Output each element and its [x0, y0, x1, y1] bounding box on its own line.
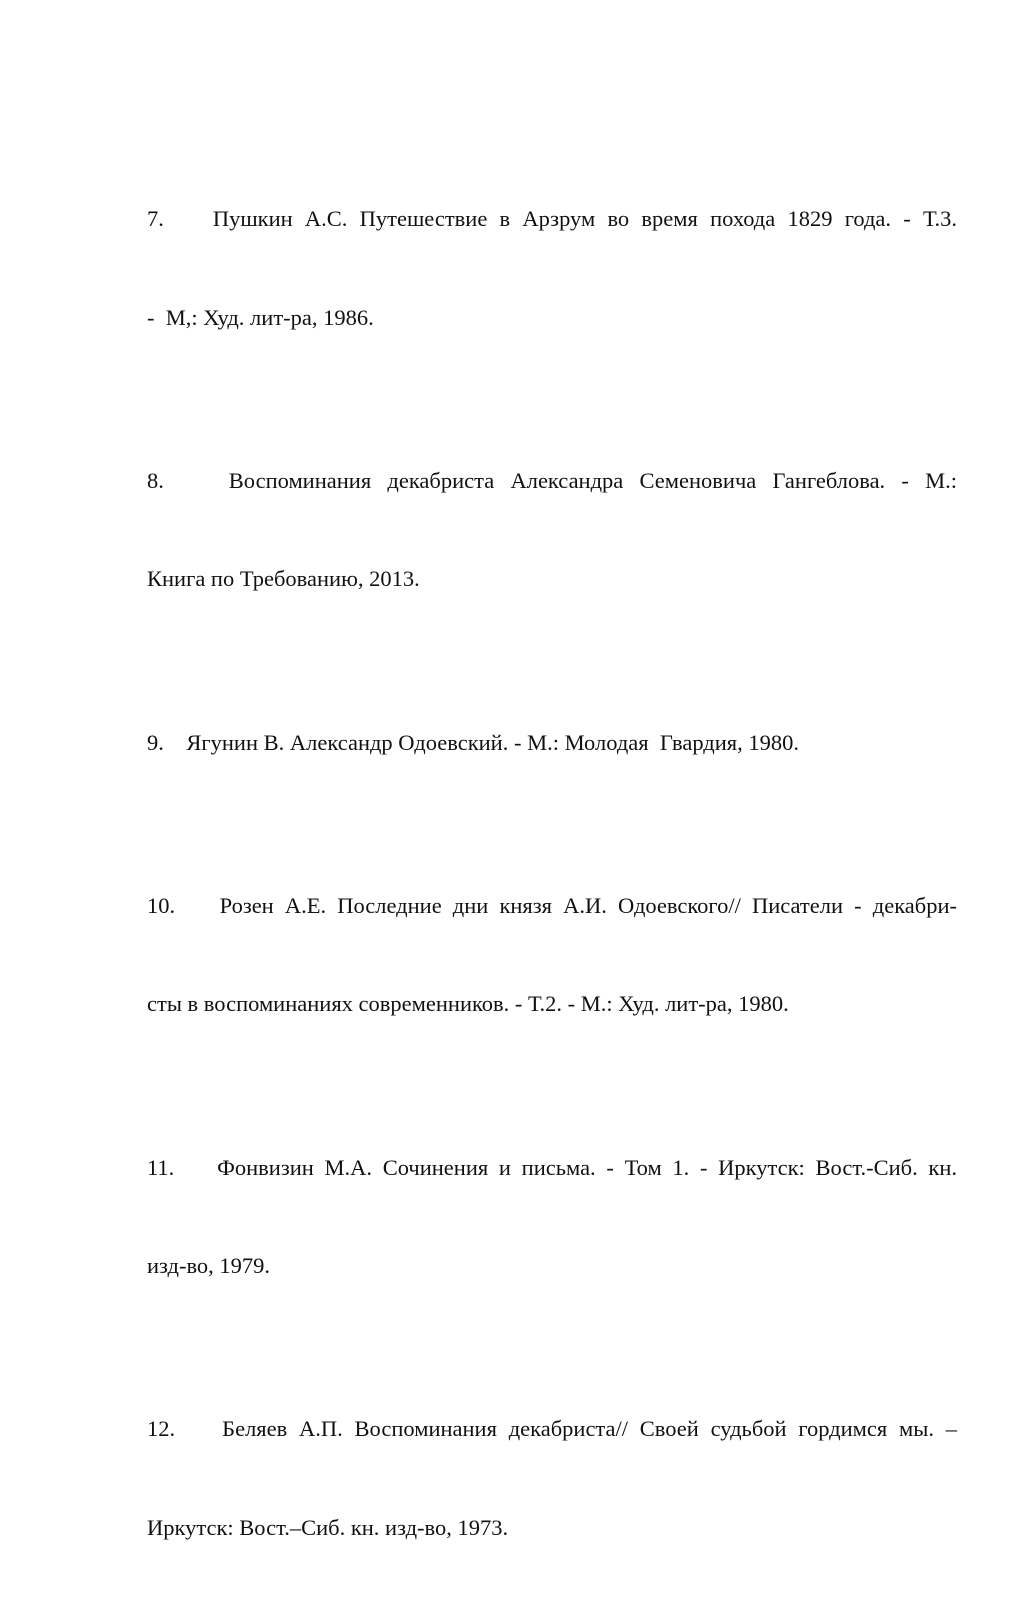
- reference-line: [147, 1152, 957, 1185]
- reference-text: Розен А.Е. Последние дни князя А.И. Одоевского// Писатели - декабри-: [219, 893, 957, 919]
- reference-line: Иркутск: Вост.–Сиб. кн. изд-во, 1973.: [147, 1514, 509, 1540]
- reference-item-11: [147, 1086, 957, 1348]
- reference-line: [147, 203, 957, 236]
- reference-item-8: [147, 400, 957, 662]
- reference-number: 9.: [147, 729, 164, 755]
- reference-line: изд-во, 1979.: [147, 1252, 271, 1278]
- reference-line: [147, 1413, 957, 1446]
- reference-text: Ягунин В. Александр Одоевский. - М.: Молодая Гвардия, 1980.: [186, 729, 799, 755]
- reference-item-10: [147, 825, 957, 1087]
- reference-text: Воспоминания декабриста Александра Семеновича Гангеблова. - М.:: [228, 468, 957, 494]
- reference-text: Беляев А.П. Воспоминания декабриста// Своей судьбой гордимся мы. –: [222, 1416, 957, 1442]
- reference-number: 7.: [147, 206, 164, 232]
- reference-line: [147, 465, 957, 498]
- reference-text: Фонвизин М.А. Сочинения и письма. - Том 1. - Иркутск: Вост.-Сиб. кн.: [217, 1154, 957, 1180]
- reference-number: 8.: [147, 468, 164, 494]
- reference-item-7: [147, 138, 957, 400]
- reference-number: 12.: [147, 1416, 176, 1442]
- reference-line: сты в воспоминаниях современников. - Т.2. - М.: Худ. лит-ра, 1980.: [147, 991, 789, 1017]
- reference-line: - М,: Худ. лит-ра, 1986.: [147, 304, 374, 330]
- reference-number: 11.: [147, 1154, 175, 1180]
- reference-item-12: [147, 1348, 957, 1610]
- reference-item-9: [147, 661, 957, 825]
- reference-line: Книга по Требованию, 2013.: [147, 566, 420, 592]
- reference-text: Пушкин А.С. Путешествие в Арзрум во время похода 1829 года. - Т.3.: [212, 206, 958, 232]
- reference-number: 10.: [147, 893, 176, 919]
- reference-line: [147, 727, 957, 760]
- reference-line: [147, 890, 957, 923]
- reference-list: [147, 138, 957, 1610]
